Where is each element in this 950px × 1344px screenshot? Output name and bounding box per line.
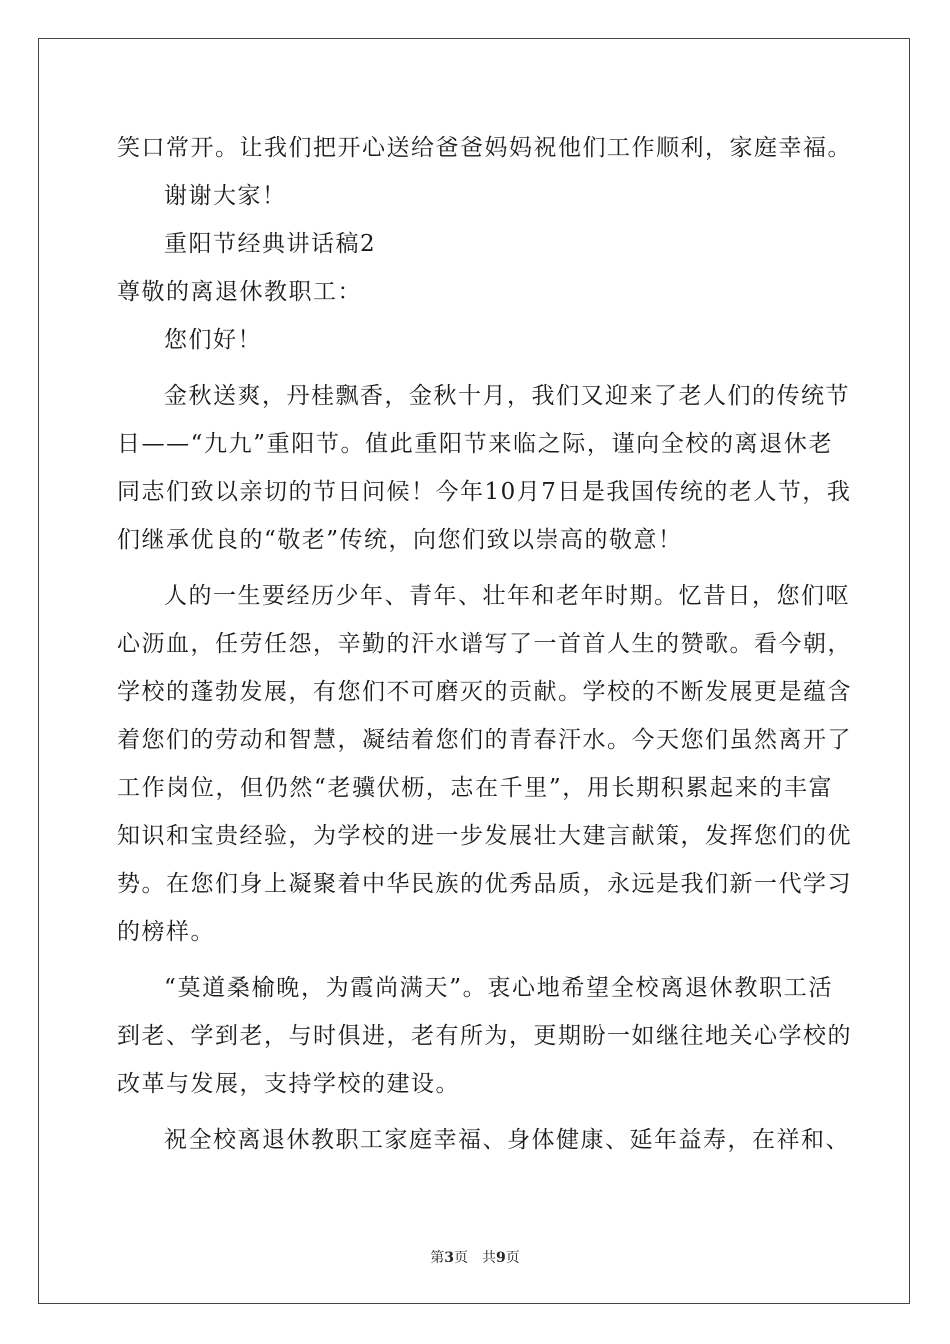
text-line: 人的一生要经历少年、青年、壮年和老年时期。忆昔日，您们呕 — [164, 583, 850, 609]
salutation: 尊敬的离退休教职工： — [117, 279, 362, 305]
section-heading: 重阳节经典讲话稿2 — [164, 231, 377, 257]
page-current: 3 — [444, 1250, 454, 1266]
text-line: 谢谢大家！ — [164, 183, 287, 209]
text-line: 着您们的劳动和智慧，凝结着您们的青春汗水。今天您们虽然离开了 — [117, 727, 852, 753]
page-suffix: 页 — [454, 1250, 468, 1266]
text-line: 改革与发展，支持学校的建设。 — [117, 1071, 460, 1097]
text-line: 金秋送爽，丹桂飘香，金秋十月，我们又迎来了老人们的传统节 — [164, 383, 850, 409]
text-line: 学校的蓬勃发展，有您们不可磨灭的贡献。学校的不断发展更是蕴含 — [117, 679, 852, 705]
page-prefix: 第 — [430, 1250, 445, 1266]
text-line: 们继承优良的“敬老”传统，向您们致以崇高的敬意！ — [117, 527, 683, 553]
page-footer — [0, 1247, 950, 1267]
total-prefix: 共 — [482, 1250, 496, 1266]
total-suffix: 页 — [505, 1250, 520, 1266]
text-line: 同志们致以亲切的节日问候！今年10月7日是我国传统的老人节，我 — [117, 479, 852, 505]
greeting: 您们好！ — [164, 327, 262, 353]
text-line: 笑口常开。让我们把开心送给爸爸妈妈祝他们工作顺利，家庭幸福。 — [117, 135, 852, 161]
text-line: 势。在您们身上凝聚着中华民族的优秀品质，永远是我们新一代学习 — [117, 871, 852, 897]
text-line: 到老、学到老，与时俱进，老有所为，更期盼一如继往地关心学校的 — [117, 1023, 852, 1049]
text-line: 知识和宝贵经验，为学校的进一步发展壮大建言献策，发挥您们的优 — [117, 823, 852, 849]
text-line: 日——“九九”重阳节。值此重阳节来临之际，谨向全校的离退休老 — [117, 431, 833, 457]
text-line: 工作岗位，但仍然“老骥伏枥，志在千里”，用长期积累起来的丰富 — [117, 775, 833, 801]
text-line: 的榜样。 — [117, 919, 215, 945]
text-line: “莫道桑榆晚，为霞尚满天”。衷心地希望全校离退休教职工活 — [164, 975, 833, 1001]
page-total: 9 — [496, 1250, 506, 1266]
text-line: 祝全校离退休教职工家庭幸福、身体健康、延年益寿，在祥和、 — [164, 1127, 850, 1153]
text-line: 心沥血，任劳任怨，辛勤的汗水谱写了一首首人生的赞歌。看今朝， — [117, 631, 852, 657]
